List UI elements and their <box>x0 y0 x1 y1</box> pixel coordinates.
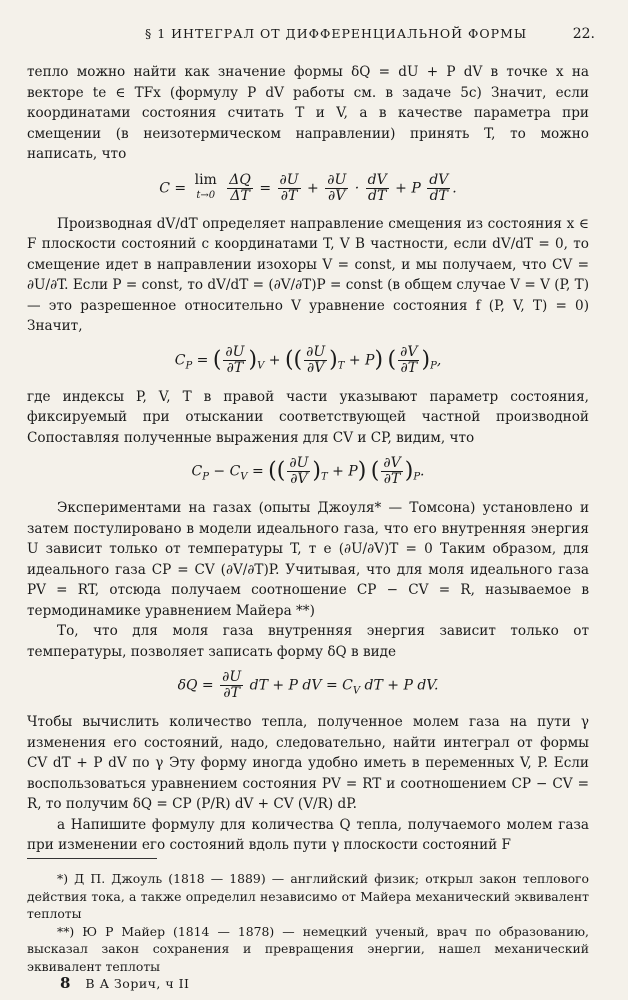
page-number: 22. <box>572 26 595 42</box>
paragraph: а Напишите формулу для количества Q тепла, получаемого молем газа при изменении его состояний вдоль пути γ плоскости состояний F <box>27 816 589 853</box>
footnote: *) Д П. Джоуль (1818 — 1889) — английский физик; открыл закон теплового действия тока, а также определил независимо от Майера механический эквивалент теплоты <box>27 871 589 921</box>
page-footer <box>60 974 190 992</box>
paragraph: То, что для моля газа внутренняя энергия зависит только от температуры, позволяет записать форму δQ в виде <box>27 623 589 660</box>
paragraph: тепло можно найти как значение формы δQ = dU + P dV в точке x на векторе te ∈ TFx (формулу P dV работы см. в задаче 5с) Значит, если координатами состояния считать T и V, а в качестве параметра при смещении (в неизотермическом направлении) принять T, то можно написать, что <box>27 64 589 162</box>
formula-dq: δQ = $\frac{\partial U}{\partial T}$ dT + P dV = $C_V$ dT + P dV. <box>177 669 439 701</box>
footnotes <box>27 870 589 975</box>
paragraph: Производная dV/dT определяет направление смещения из состояния x ∈ F плоскости состояний с координатами T, V В частности, если dV/dT = 0, то смещение идет в направлении изохоры V = const, и мы получаем, что CV = ∂U/∂T. Если P = const, то dV/dT = (∂V/∂T)P = const (в общем случае V = V (P, T) — это разрешенное относительно V уравнение состояния f (P, V, T) = 0) Значит, <box>27 215 589 334</box>
footnote-divider <box>27 858 157 859</box>
paragraph: где индексы P, V, T в правой части указывают параметр состояния, фиксируемый при отыскании соответствующей частной производной Сопоставляя полученные выражения для CV и CP, видим, что <box>27 388 589 446</box>
main-text <box>27 62 589 856</box>
signature-number: 8 <box>60 974 71 992</box>
paragraph: Чтобы вычислить количество тепла, полученное молем газа на пути γ изменения его состояний, надо, следовательно, найти интеграл от формы CV dT + P dV по γ Эту форму иногда удобно иметь в переменных V, P. Если воспользоваться уравнением состояния PV = RT и соотношением CP − CV = R, то получим δQ = CP (P/R) dV + CV (V/R) dP. <box>27 714 589 812</box>
formula-cp: $C_P$ = ( $\frac{\partial U}{\partial T}$ )$_V$ + (( $\frac{\partial U}{\partial V}$ )$_T + P$) ( $\frac{\partial V}{\partial T}$ )$_P$, <box>174 343 442 376</box>
footnote: **) Ю Р Майер (1814 — 1878) — немецкий ученый, врач по образованию, высказал закон сохранения и превращения энергии, нашел механический эквивалент теплоты <box>27 923 589 974</box>
formula-cp-cv: $C_P - C_V$ = (( $\frac{\partial U}{\partial V}$ )$_T + P$) ( $\frac{\partial V}{\partial T}$ )$_P$. <box>191 455 425 487</box>
paragraph: Экспериментами на газах (опыты Джоуля* — Томсона) установлено и затем постулировано в модели идеального газа, что его внутренняя энергия U зависит только от температуры T, т е (∂U/∂V)T = 0 Таким образом, для идеального газа CP = CV (∂V/∂T)P. Учитывая, что для моля идеального газа PV = RT, отсюда получаем соотношение CP − CV = R, называемое в термодинамике уравнением Майера **) <box>27 500 589 619</box>
formula-heat-capacity: C = lim t→0 $\frac{\Delta Q}{\Delta T}$ = $\frac{\partial U}{\partial T}$ + $\frac{\partial U}{\partial V}$ · $\frac{dV}{dT}$ + P $\frac{dV}{dT}$ . <box>159 171 457 204</box>
footer-text: В А Зорич, ч II <box>85 976 190 991</box>
section-title: § 1 ИНТЕГРАЛ ОТ ДИФФЕРЕНЦИАЛЬНОЙ ФОРМЫ <box>145 26 528 41</box>
